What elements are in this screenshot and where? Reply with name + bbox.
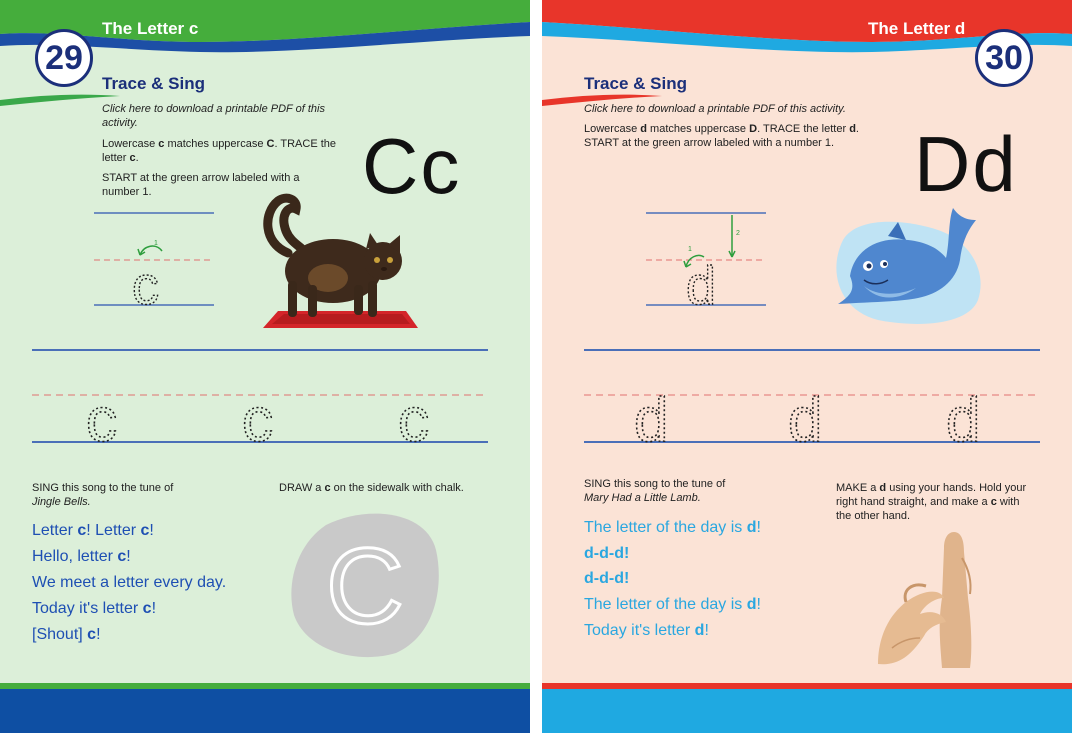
chalk-drawing [286, 505, 446, 660]
sing-intro: SING this song to the tune of Mary Had a Little Lamb. [584, 478, 726, 504]
trace-practice-letter-1: d [634, 386, 669, 450]
song-line-5: [Shout] c! [32, 626, 101, 643]
trace-practice-letter-2: d [788, 386, 823, 450]
trace-letter: c [132, 256, 159, 310]
song-line-2: Hello, letter c! [32, 548, 131, 565]
right-page [542, 0, 1072, 733]
make-instructions: MAKE a d using your hands. Hold your right hand straight, and make a c with the other hand. [836, 482, 1027, 522]
start-instructions: START at the green arrow labeled with a number 1. [102, 172, 300, 198]
song-line-5: Today it's letter d! [584, 622, 709, 639]
trace-practice-letter-2: c [242, 386, 273, 450]
download-pdf-link[interactable]: Click here to download a printable PDF of this activity. [102, 103, 325, 129]
cat-illustration [258, 193, 423, 333]
dolphin-illustration [828, 200, 988, 330]
sing-intro: SING this song to the tune of Jingle Bells. [32, 482, 174, 508]
song-line-1: The letter of the day is d! [584, 519, 761, 536]
guide-step-number-1: 1 [688, 246, 692, 253]
song-line-4: Today it's letter c! [32, 600, 157, 617]
left-page [0, 0, 530, 733]
page-title: The Letter c [102, 19, 199, 38]
hand-sign-illustration [872, 528, 982, 673]
guide-step-number: 1 [154, 240, 158, 247]
big-letter-pair: Cc [362, 122, 462, 210]
trace-practice-letter-3: c [398, 386, 429, 450]
section-heading: Trace & Sing [584, 74, 687, 93]
writing-lines [582, 345, 1042, 450]
song-line-4: The letter of the day is d! [584, 596, 761, 613]
trace-guide [90, 205, 220, 310]
trace-guide [642, 205, 772, 310]
trace-practice-letter-1: c [86, 386, 117, 450]
trace-instructions: Lowercase d matches uppercase D. TRACE the letter d. START at the green arrow labeled with a number 1. [584, 123, 859, 149]
page-number-badge: 29 [35, 29, 93, 87]
song-line-1: Letter c! Letter c! [32, 522, 154, 539]
page-number-badge: 30 [975, 29, 1033, 87]
writing-lines [30, 345, 490, 450]
trace-letter: d [686, 256, 717, 310]
song-line-3: d-d-d! [584, 570, 630, 587]
section-heading: Trace & Sing [102, 74, 205, 93]
footer-bar [0, 689, 530, 733]
song-line-3: We meet a letter every day. [32, 574, 227, 591]
download-pdf-link[interactable]: Click here to download a printable PDF of this activity. [584, 103, 846, 115]
footer-bar [542, 689, 1072, 733]
guide-step-number-2: 2 [736, 230, 740, 237]
trace-practice-letter-3: d [946, 386, 981, 450]
trace-instructions: Lowercase c matches uppercase C. TRACE the letter c. [102, 138, 337, 164]
big-letter-pair: Dd [914, 120, 1018, 208]
page-title: The Letter d [868, 19, 966, 38]
chalk-letter: C [326, 525, 404, 646]
draw-instructions: DRAW a c on the sidewalk with chalk. [279, 482, 464, 494]
song-line-2: d-d-d! [584, 545, 630, 562]
